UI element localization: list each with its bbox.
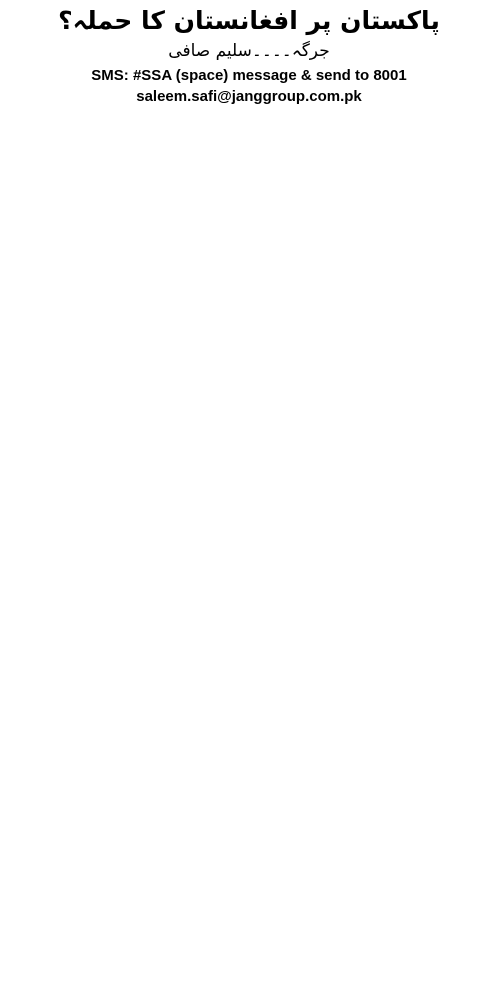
author-email: saleem.safi@janggroup.com.pk <box>136 88 362 105</box>
article-body <box>6 113 492 963</box>
column-byline: جرگہ۔۔۔۔سلیم صافی <box>168 41 330 61</box>
sms-line: SMS: #SSA (space) message & send to 8001 <box>91 67 407 84</box>
column-title: پاکستان پر افغانستان کا حملہ؟ <box>58 6 440 35</box>
